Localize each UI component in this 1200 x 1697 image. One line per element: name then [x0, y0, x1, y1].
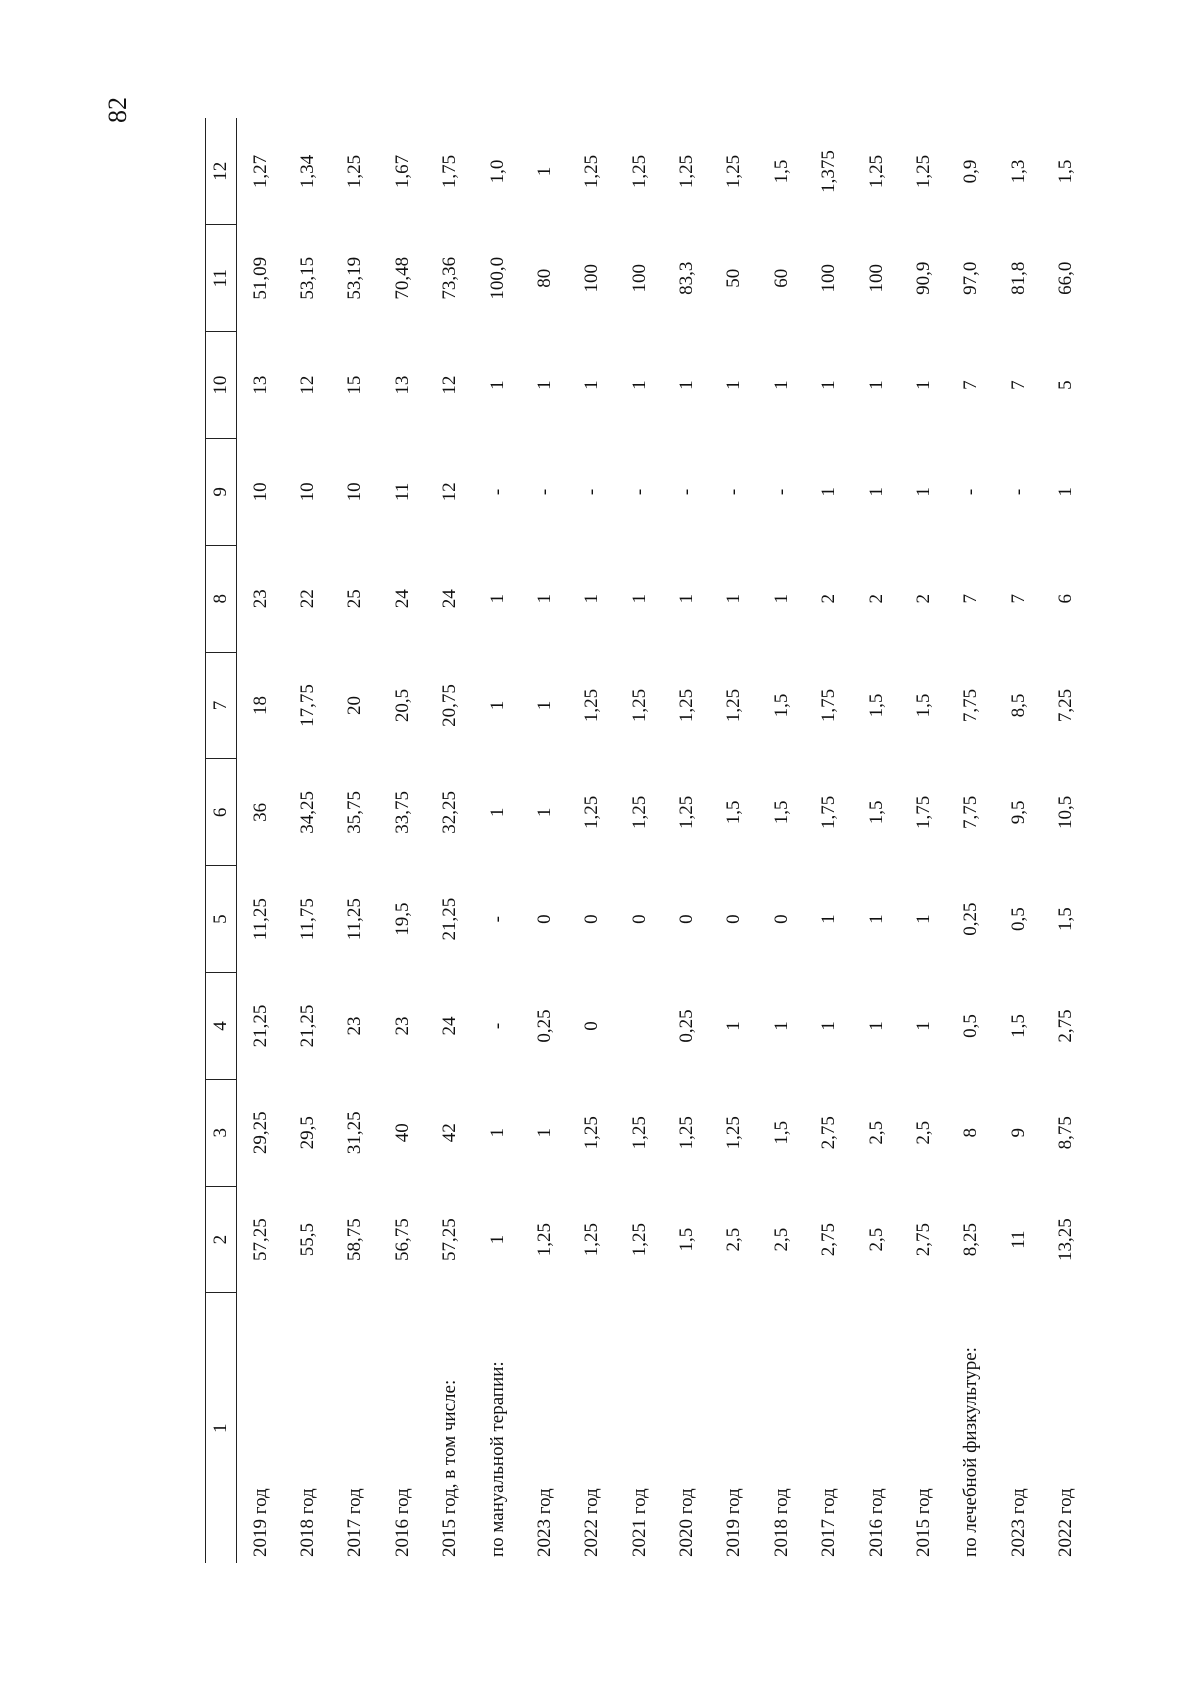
table-cell: - — [723, 488, 745, 496]
row-label: 2020 год — [676, 1488, 698, 1557]
table-cell: 0 — [676, 914, 698, 924]
table-cell: 1 — [533, 593, 555, 604]
table-cell: 1,5 — [676, 1227, 698, 1252]
table-cell: 11 — [1007, 1230, 1029, 1249]
table-cell: 1 — [818, 487, 840, 497]
table-cell: 1 — [486, 1234, 508, 1245]
table-cell: 0 — [628, 914, 650, 924]
table-cell: 100,0 — [486, 256, 508, 300]
table-cell: 1,25 — [628, 1222, 650, 1257]
table-cell: 20,5 — [391, 688, 413, 723]
row-label: по лечебной физкультуре: — [960, 1347, 982, 1557]
column-header-6: 6 — [206, 759, 237, 866]
table-cell: 6 — [1055, 593, 1077, 604]
row-label: 2022 год — [581, 1488, 603, 1557]
row-label: 2017 год — [818, 1488, 840, 1557]
table-cell: 1 — [723, 593, 745, 604]
table-cell: 24 — [391, 589, 413, 609]
table-cell: 9,5 — [1007, 800, 1029, 825]
table-cell: 1 — [865, 914, 887, 924]
table-cell: 2,75 — [1055, 1009, 1077, 1043]
table-cell: - — [486, 916, 508, 923]
table-cell: 1,3 — [1007, 159, 1029, 184]
table-cell: 12 — [297, 375, 319, 395]
table-cell: 1,5 — [1055, 159, 1077, 184]
table-cell: - — [1007, 488, 1029, 496]
table-cell: 7,25 — [1055, 688, 1077, 723]
table-cell: 10 — [249, 482, 271, 502]
table-cell: 1 — [486, 593, 508, 604]
table-cell: 20 — [344, 696, 366, 716]
table-cell: 42 — [439, 1123, 461, 1143]
page-number: 82 — [103, 97, 132, 123]
table-cell: 60 — [770, 268, 792, 288]
row-label: 2015 год — [912, 1488, 934, 1557]
table-cell: 1,25 — [865, 154, 887, 189]
row-label: 2018 год — [297, 1488, 319, 1557]
table-cell: 2,5 — [723, 1227, 745, 1252]
table-cell: 1,25 — [676, 154, 698, 189]
table-cell: 1,25 — [628, 688, 650, 723]
row-label: 2023 год — [533, 1488, 555, 1557]
table-cell: 1 — [533, 700, 555, 711]
table-cell: 1 — [581, 593, 603, 604]
table-cell: 51,09 — [249, 256, 271, 300]
table-cell — [616, 973, 663, 1080]
table-cell: 12 — [439, 375, 461, 395]
table-cell: 8,75 — [1055, 1116, 1077, 1150]
table-cell: 7 — [1007, 593, 1029, 604]
table-cell: 32,25 — [439, 790, 461, 834]
table-cell: 11,25 — [344, 898, 366, 941]
table-cell: 0 — [581, 1021, 603, 1031]
row-label: 2019 год — [723, 1488, 745, 1557]
data-table-frame — [205, 118, 1090, 1563]
table-cell: 1 — [486, 807, 508, 818]
column-header-5: 5 — [206, 866, 237, 973]
table-cell: 1,5 — [723, 800, 745, 825]
table-cell: 9 — [1007, 1128, 1029, 1138]
row-label: 2018 год — [770, 1488, 792, 1557]
table-cell: 0,9 — [960, 159, 982, 184]
table-cell: 1,75 — [818, 688, 840, 723]
table-row — [427, 118, 474, 1563]
column-header-3: 3 — [206, 1079, 237, 1186]
table-cell: 33,75 — [391, 790, 413, 834]
table-cell: 1 — [486, 380, 508, 390]
table-cell: 1,25 — [344, 154, 366, 189]
table-cell: 1 — [676, 593, 698, 604]
table-cell: 23 — [249, 589, 271, 609]
table-cell: 1 — [628, 380, 650, 390]
table-cell: 23 — [344, 1016, 366, 1036]
table-cell: 1,5 — [770, 693, 792, 718]
table-cell: 29,5 — [297, 1116, 319, 1150]
table-cell: 0,25 — [960, 902, 982, 936]
table-cell: 0 — [533, 914, 555, 924]
table-cell: 1 — [912, 487, 934, 497]
table-row — [853, 118, 900, 1563]
table-cell: - — [628, 488, 650, 496]
table-row — [948, 118, 995, 1563]
table-cell: 1 — [770, 593, 792, 604]
table-row — [758, 118, 805, 1563]
table-cell: 7 — [960, 593, 982, 604]
table-cell: - — [486, 1022, 508, 1030]
table-cell: 31,25 — [344, 1111, 366, 1155]
row-label: 2023 год — [1007, 1488, 1029, 1557]
table-cell: 1 — [818, 1021, 840, 1031]
table-cell: 11,75 — [297, 898, 319, 941]
table-cell: 1 — [865, 1021, 887, 1031]
table-cell: 0,25 — [533, 1009, 555, 1043]
table-cell: 17,75 — [297, 684, 319, 727]
table-cell: 2,75 — [818, 1222, 840, 1257]
table-row — [711, 118, 758, 1563]
table-cell: 2 — [912, 593, 934, 604]
table-cell: - — [581, 488, 603, 496]
table-cell: 2,75 — [912, 1222, 934, 1257]
table-cell: 58,75 — [344, 1218, 366, 1261]
column-header-12: 12 — [206, 118, 237, 225]
table-cell: 24 — [439, 1016, 461, 1036]
table-cell: 21,25 — [249, 1004, 271, 1048]
table-cell: 13 — [249, 375, 271, 395]
table-cell: 35,75 — [344, 790, 366, 834]
table-cell: 11,25 — [249, 898, 271, 941]
table-cell: 0 — [770, 914, 792, 924]
table-cell: 1 — [486, 1128, 508, 1138]
column-header-1: 1 — [206, 1293, 237, 1563]
table-cell: 1 — [486, 700, 508, 711]
table-cell: 1 — [912, 380, 934, 390]
table-cell: 1 — [628, 593, 650, 604]
table-cell: 1 — [770, 1021, 792, 1031]
table-cell: 1,25 — [723, 688, 745, 723]
column-header-8: 8 — [206, 545, 237, 652]
table-cell: 2,5 — [912, 1120, 934, 1145]
table-cell: 13 — [391, 375, 413, 395]
table-cell: - — [676, 488, 698, 496]
table-row — [474, 118, 521, 1563]
table-cell: 1,0 — [486, 159, 508, 184]
table-cell: 53,15 — [297, 256, 319, 300]
table-cell: 1,25 — [912, 154, 934, 189]
table-cell: 24 — [439, 589, 461, 609]
table-cell: 2 — [818, 593, 840, 604]
table-cell: 1,5 — [912, 693, 934, 718]
row-label: 2015 год, в том числе: — [439, 1379, 461, 1557]
table-cell: 1 — [533, 166, 555, 177]
table-row — [332, 118, 379, 1563]
row-label: 2021 год — [628, 1488, 650, 1557]
table-row — [569, 118, 616, 1563]
table-cell: 100 — [865, 264, 887, 293]
table-cell: 81,8 — [1007, 261, 1029, 295]
table-cell: - — [770, 488, 792, 496]
table-cell: 8,5 — [1007, 693, 1029, 718]
row-label: 2016 год — [865, 1488, 887, 1557]
table-cell: 7,75 — [960, 688, 982, 723]
table-cell: 2 — [865, 593, 887, 604]
table-cell: 1,5 — [770, 1120, 792, 1145]
table-cell: 1 — [865, 487, 887, 497]
table-cell: 29,25 — [249, 1111, 271, 1155]
table-cell: 1,25 — [581, 1222, 603, 1257]
table-cell: 1,25 — [581, 688, 603, 723]
table-row — [806, 118, 853, 1563]
table-row — [237, 118, 285, 1563]
table-cell: - — [486, 488, 508, 496]
table-cell: 50 — [723, 268, 745, 288]
column-header-9: 9 — [206, 439, 237, 546]
table-cell: 1,25 — [581, 154, 603, 189]
table-cell: 1,25 — [581, 795, 603, 829]
table-cell: 0,25 — [676, 1009, 698, 1043]
table-cell: 1 — [912, 914, 934, 924]
table-cell: 1 — [723, 1021, 745, 1031]
table-row — [616, 118, 663, 1563]
table-row — [284, 118, 331, 1563]
table-cell: 1,5 — [865, 693, 887, 718]
table-cell: - — [533, 488, 555, 496]
table-cell: 2,5 — [865, 1227, 887, 1252]
table-cell: 7 — [960, 380, 982, 390]
table-cell: 56,75 — [391, 1218, 413, 1261]
column-header-10: 10 — [206, 332, 237, 439]
table-cell: 1 — [912, 1021, 934, 1031]
table-cell: 1 — [676, 380, 698, 390]
table-cell: - — [960, 488, 982, 496]
table-cell: 55,5 — [297, 1222, 319, 1257]
table-cell: 0,5 — [1007, 907, 1029, 932]
table-cell: 100 — [628, 264, 650, 293]
table-cell: 13,25 — [1055, 1218, 1077, 1261]
table-cell: 1,25 — [628, 1116, 650, 1150]
table-body — [237, 118, 1091, 1563]
table-cell: 18 — [249, 696, 271, 716]
row-label: 2019 год — [249, 1488, 271, 1557]
table-cell: 1,5 — [770, 800, 792, 825]
table-cell: 2,5 — [865, 1120, 887, 1145]
row-label: 2016 год — [391, 1488, 413, 1557]
table-cell: 90,9 — [912, 261, 934, 295]
table-cell: 1,25 — [723, 154, 745, 189]
column-header-11: 11 — [206, 225, 237, 332]
table-cell: 8 — [960, 1128, 982, 1138]
column-header-2: 2 — [206, 1186, 237, 1293]
table-cell: 100 — [581, 264, 603, 293]
table-cell: 1,27 — [249, 154, 271, 189]
table-cell: 25 — [344, 589, 366, 609]
table-cell: 40 — [391, 1123, 413, 1143]
table-cell: 100 — [818, 264, 840, 293]
table-cell: 1 — [770, 380, 792, 390]
table-row — [379, 118, 426, 1563]
table-cell: 12 — [439, 482, 461, 502]
table-cell: 2,5 — [770, 1227, 792, 1252]
table-cell: 0,5 — [960, 1014, 982, 1038]
table-cell: 21,25 — [297, 1004, 319, 1048]
table-cell: 1,75 — [818, 795, 840, 829]
table-cell: 36 — [249, 802, 271, 822]
table-cell: 1,25 — [723, 1116, 745, 1150]
table-cell: 57,25 — [249, 1218, 271, 1261]
table-cell: 10 — [297, 482, 319, 502]
table-cell: 1,5 — [1007, 1014, 1029, 1038]
table-row — [663, 118, 710, 1563]
table-row — [521, 118, 568, 1563]
table-cell: 20,75 — [439, 684, 461, 727]
table-cell: 1 — [581, 380, 603, 390]
table-cell: 66,0 — [1055, 261, 1077, 295]
table-cell: 1,25 — [628, 795, 650, 829]
table-cell: 97,0 — [960, 261, 982, 295]
table-cell: 1 — [818, 380, 840, 390]
table-cell: 1,25 — [581, 1116, 603, 1150]
table-cell: 1 — [533, 380, 555, 390]
table-cell: 22 — [297, 589, 319, 609]
table-cell: 1,75 — [439, 154, 461, 189]
table-cell: 70,48 — [391, 256, 413, 300]
column-header-4: 4 — [206, 973, 237, 1080]
table-row — [900, 118, 947, 1563]
row-label: 2017 год — [344, 1488, 366, 1557]
table-cell: 1,25 — [676, 688, 698, 723]
table-cell: 80 — [533, 268, 555, 288]
table-cell: 1 — [1055, 487, 1077, 497]
table-cell: 1,75 — [912, 795, 934, 829]
table-cell: 21,25 — [439, 897, 461, 941]
table-cell: 19,5 — [391, 902, 413, 936]
table-cell: 53,19 — [344, 256, 366, 300]
table-cell: 1 — [533, 807, 555, 818]
table-cell: 1,375 — [818, 150, 840, 193]
table-cell: 83,3 — [676, 261, 698, 295]
table-cell: 1,5 — [1055, 907, 1077, 932]
table-cell: 1,5 — [770, 159, 792, 184]
table-cell: 73,36 — [439, 256, 461, 300]
row-label: по мануальной терапии: — [486, 1361, 508, 1557]
table-cell: 34,25 — [297, 790, 319, 834]
table-cell: 1 — [865, 380, 887, 390]
table-cell: 1,25 — [628, 154, 650, 189]
table-cell: 1,25 — [676, 1116, 698, 1150]
table-cell: 1 — [818, 914, 840, 924]
table-row — [995, 118, 1042, 1563]
column-header-7: 7 — [206, 652, 237, 759]
table-cell: 2,75 — [818, 1116, 840, 1150]
table-cell: 23 — [391, 1016, 413, 1036]
table-row — [1042, 118, 1090, 1563]
table-cell: 8,25 — [960, 1222, 982, 1257]
data-table — [205, 118, 1090, 1563]
table-cell: 1,67 — [391, 154, 413, 189]
table-cell: 5 — [1055, 380, 1077, 390]
table-cell: 15 — [344, 375, 366, 395]
table-cell: 7 — [1007, 380, 1029, 390]
table-cell: 0 — [723, 914, 745, 924]
table-cell: 57,25 — [439, 1218, 461, 1261]
table-cell: 1 — [533, 1128, 555, 1138]
table-cell: 1,34 — [297, 154, 319, 189]
table-cell: 1 — [723, 380, 745, 390]
table-header-row — [206, 118, 237, 1563]
table-cell: 7,75 — [960, 795, 982, 829]
table-cell: 1,25 — [676, 795, 698, 829]
table-cell: 11 — [391, 482, 413, 502]
table-cell: 10,5 — [1055, 795, 1077, 829]
table-cell: 10 — [344, 482, 366, 502]
row-label: 2022 год — [1055, 1488, 1077, 1557]
table-cell: 1,5 — [865, 800, 887, 825]
table-cell: 0 — [581, 914, 603, 924]
table-cell: 1,25 — [533, 1222, 555, 1257]
